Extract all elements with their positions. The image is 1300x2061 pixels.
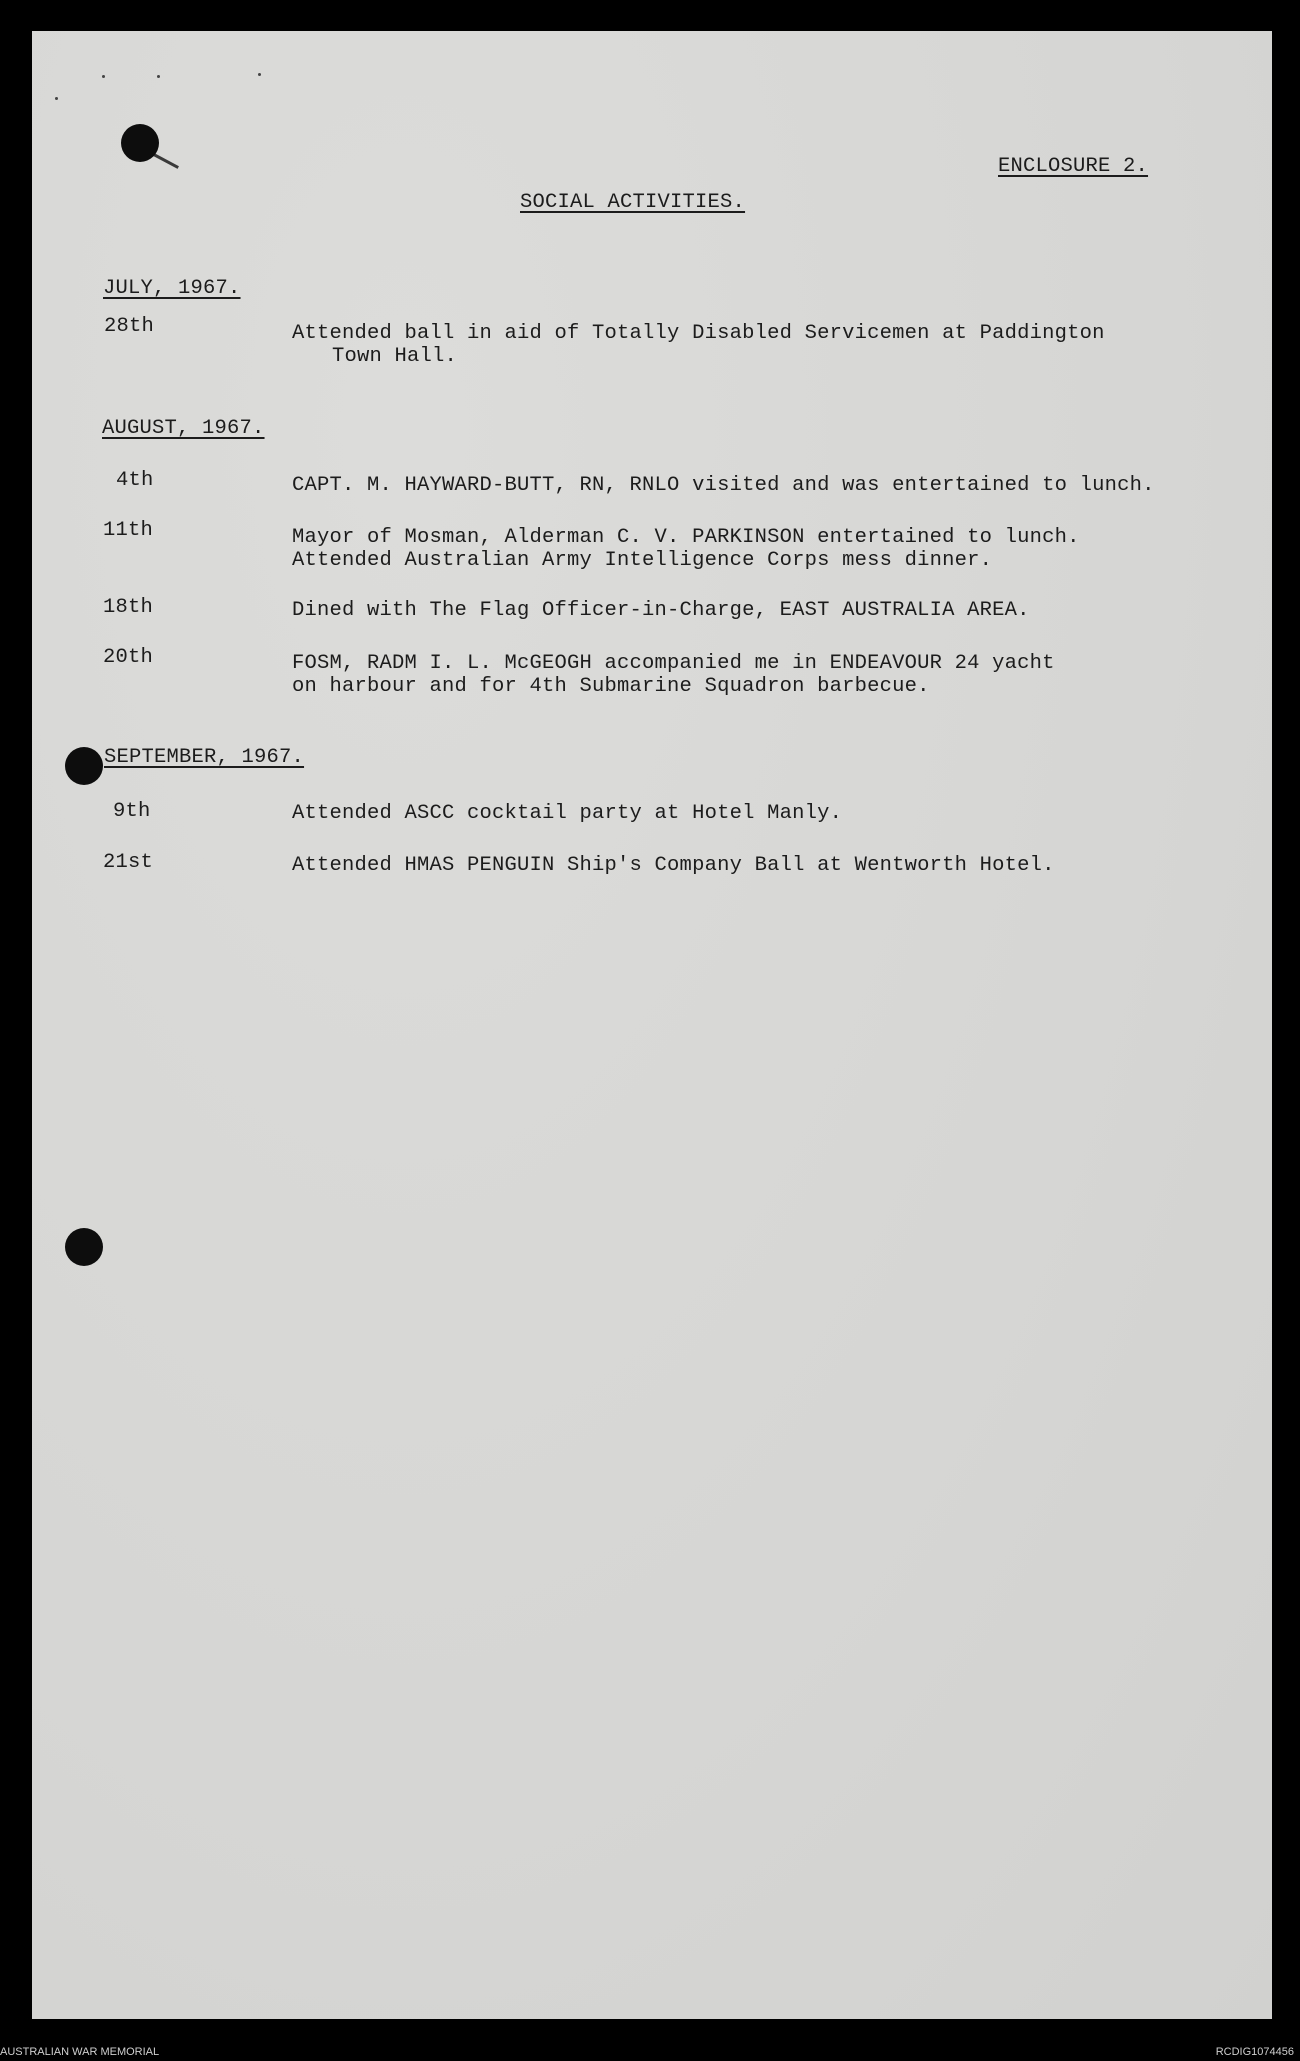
paper-speck [55,97,58,100]
section-heading-september: SEPTEMBER, 1967. [104,746,305,769]
section-heading-july: JULY, 1967. [103,277,241,300]
entry-date: 20th [103,646,154,669]
footer-archive-label: AUSTRALIAN WAR MEMORIAL [0,2046,160,2058]
entry-text: Attended ASCC cocktail party at Hotel Manly. [292,802,843,825]
document-title: SOCIAL ACTIVITIES. [520,191,746,214]
entry-text: CAPT. M. HAYWARD-BUTT, RN, RNLO visited and was entertained to lunch. [292,474,1155,497]
section-heading-august: AUGUST, 1967. [102,417,265,440]
entry-text: on harbour and for 4th Submarine Squadron barbecue. [292,675,930,698]
entry-text: FOSM, RADM I. L. McGEOGH accompanied me in ENDEAVOUR 24 yacht [292,652,1055,675]
entry-date: 11th [103,519,154,542]
entry-text: Attended ball in aid of Totally Disabled Servicemen at Paddington [292,322,1105,345]
entry-date: 9th [113,800,151,823]
entry-date: 4th [116,469,154,492]
entry-date: 18th [103,596,154,619]
punch-hole [65,747,103,785]
entry-text: Mayor of Mosman, Alderman C. V. PARKINSON entertained to lunch. [292,526,1080,549]
entry-date: 21st [103,851,154,874]
punch-hole [65,1228,103,1266]
paper-speck [258,73,261,76]
entry-text: Attended HMAS PENGUIN Ship's Company Ball at Wentworth Hotel. [292,854,1055,877]
enclosure-label: ENCLOSURE 2. [998,155,1149,178]
entry-text: Dined with The Flag Officer-in-Charge, EAST AUSTRALIA AREA. [292,599,1030,622]
punch-hole [121,124,159,162]
entry-text: Town Hall. [332,345,458,368]
paper-speck [102,75,105,78]
entry-date: 28th [104,315,155,338]
footer-record-id: RCDIG1074456 [1215,2046,1294,2058]
paper-speck [157,75,160,78]
entry-text: Attended Australian Army Intelligence Corps mess dinner. [292,549,993,572]
